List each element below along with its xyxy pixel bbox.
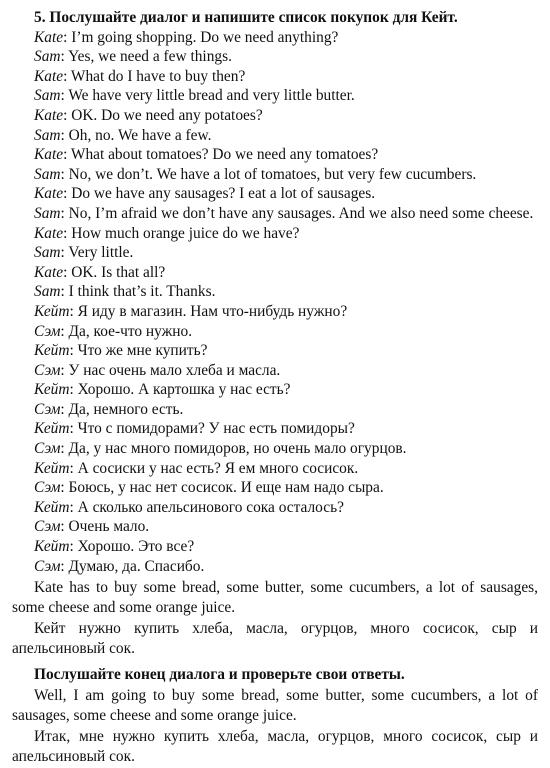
dialogue-line bbox=[12, 322, 538, 342]
speaker-name: Сэм bbox=[34, 479, 61, 497]
exercise-title: 5. Послушайте диалог и напишите список покупок для Кейт. bbox=[34, 9, 458, 26]
speaker-name: Кейт bbox=[34, 342, 70, 360]
speaker-name: Sam bbox=[34, 126, 61, 144]
speaker-name: Кейт bbox=[34, 302, 70, 320]
speaker-name: Kate bbox=[34, 28, 64, 46]
speaker-name: Сэм bbox=[34, 557, 61, 575]
answer-russian: Кейт нужно купить хлеба, масла, огурцов, много сосисок, сыр и апельсиновый сок. bbox=[12, 620, 538, 657]
dialogue-line bbox=[12, 537, 538, 557]
speaker-name: Сэм bbox=[34, 322, 61, 340]
dialogue-line bbox=[12, 224, 538, 244]
ending-russian: Итак, мне нужно купить хлеба, масла, огурцов, много сосисок, сыр и апельсиновый сок. bbox=[12, 728, 538, 765]
dialogue-line bbox=[12, 302, 538, 322]
answer-english: Kate has to buy some bread, some butter, some cucumbers, a lot of sausages, some cheese and some orange juice. bbox=[12, 579, 538, 616]
dialogue-russian bbox=[12, 302, 538, 576]
dialogue-line bbox=[12, 459, 538, 479]
line-text: : OK. Is that all? bbox=[63, 263, 166, 281]
line-text: : No, I’m afraid we don’t have any sausages. And we also need some cheese. bbox=[60, 204, 534, 222]
line-text: : Хорошо. Это все? bbox=[69, 538, 195, 556]
speaker-name: Sam bbox=[34, 87, 61, 105]
speaker-name: Кейт bbox=[34, 420, 70, 438]
dialogue-line bbox=[12, 419, 538, 439]
speaker-name: Кейт bbox=[34, 381, 70, 399]
speaker-name: Sam bbox=[34, 283, 61, 301]
speaker-name: Kate bbox=[34, 224, 64, 242]
line-text: : Да, немного есть. bbox=[60, 400, 184, 418]
dialogue-line bbox=[12, 165, 538, 185]
speaker-name: Кейт bbox=[34, 459, 70, 477]
speaker-name: Сэм bbox=[34, 361, 61, 379]
line-text: : I think that’s it. Thanks. bbox=[60, 283, 216, 301]
line-text: : I’m going shopping. Do we need anything? bbox=[63, 28, 339, 46]
line-text: : Боюсь, у нас нет сосисок. И еще нам надо сыра. bbox=[60, 479, 384, 497]
dialogue-line bbox=[12, 28, 538, 48]
line-text: : How much orange juice do we have? bbox=[63, 224, 300, 242]
dialogue-line bbox=[12, 106, 538, 126]
line-text: : OK. Do we need any potatoes? bbox=[63, 106, 263, 124]
dialogue-line bbox=[12, 361, 538, 381]
speaker-name: Kate bbox=[34, 106, 64, 124]
dialogue-line bbox=[12, 204, 538, 224]
speaker-name: Kate bbox=[34, 185, 64, 203]
speaker-name: Sam bbox=[34, 165, 61, 183]
speaker-name: Кейт bbox=[34, 538, 70, 556]
line-text: : А сколько апельсинового сока осталось? bbox=[69, 498, 344, 516]
speaker-name: Сэм bbox=[34, 400, 61, 418]
dialogue-line bbox=[12, 145, 538, 165]
dialogue-line bbox=[12, 341, 538, 361]
speaker-name: Kate bbox=[34, 67, 64, 85]
section-title: Послушайте конец диалога и проверьте свои ответы. bbox=[34, 665, 405, 683]
dialogue-line bbox=[12, 380, 538, 400]
line-text: : А сосиски у нас есть? Я ем много сосисок. bbox=[69, 459, 359, 477]
line-text: : Думаю, да. Спасибо. bbox=[60, 557, 205, 575]
dialogue-line bbox=[12, 47, 538, 67]
speaker-name: Кейт bbox=[34, 498, 70, 516]
speaker-name: Сэм bbox=[34, 440, 61, 458]
line-text: : No, we don’t. We have a lot of tomatoes, but very few cucumbers. bbox=[60, 165, 477, 183]
line-text: : Да, у нас много помидоров, но очень мало огурцов. bbox=[60, 440, 407, 458]
line-text: : Хорошо. А картошка у нас есть? bbox=[69, 381, 291, 399]
dialogue-line bbox=[12, 86, 538, 106]
dialogue-line bbox=[12, 263, 538, 283]
speaker-name: Kate bbox=[34, 263, 64, 281]
line-text: : У нас очень мало хлеба и масла. bbox=[60, 361, 281, 379]
line-text: : Очень мало. bbox=[60, 518, 150, 536]
line-text: : Do we have any sausages? I eat a lot of sausages. bbox=[63, 185, 376, 203]
dialogue-english bbox=[12, 28, 538, 302]
speaker-name: Sam bbox=[34, 204, 61, 222]
line-text: : Oh, no. We have a few. bbox=[60, 126, 212, 144]
dialogue-line bbox=[12, 282, 538, 302]
line-text: : We have very little bread and very little butter. bbox=[60, 87, 355, 105]
speaker-name: Kate bbox=[34, 146, 64, 164]
dialogue-line bbox=[12, 400, 538, 420]
line-text: : What about tomatoes? Do we need any tomatoes? bbox=[63, 146, 379, 164]
dialogue-line bbox=[12, 243, 538, 263]
dialogue-line bbox=[12, 184, 538, 204]
dialogue-line bbox=[12, 498, 538, 518]
line-text: : Very little. bbox=[60, 244, 134, 262]
dialogue-line bbox=[12, 517, 538, 537]
line-text: : What do I have to buy then? bbox=[63, 67, 246, 85]
speaker-name: Sam bbox=[34, 244, 61, 262]
line-text: : Я иду в магазин. Нам что-нибудь нужно? bbox=[69, 302, 348, 320]
dialogue-line bbox=[12, 478, 538, 498]
dialogue-line bbox=[12, 439, 538, 459]
dialogue-line bbox=[12, 126, 538, 146]
speaker-name: Sam bbox=[34, 48, 61, 66]
line-text: : Что с помидорами? У нас есть помидоры? bbox=[69, 420, 355, 438]
dialogue-line bbox=[12, 67, 538, 87]
line-text: : Да, кое-что нужно. bbox=[60, 322, 193, 340]
speaker-name: Сэм bbox=[34, 518, 61, 536]
ending-english: Well, I am going to buy some bread, some butter, some cucumbers, a lot of sausages, some cheese and some orange juice. bbox=[12, 687, 538, 724]
dialogue-line bbox=[12, 557, 538, 577]
line-text: : Что же мне купить? bbox=[69, 342, 208, 360]
line-text: : Yes, we need a few things. bbox=[60, 48, 232, 66]
